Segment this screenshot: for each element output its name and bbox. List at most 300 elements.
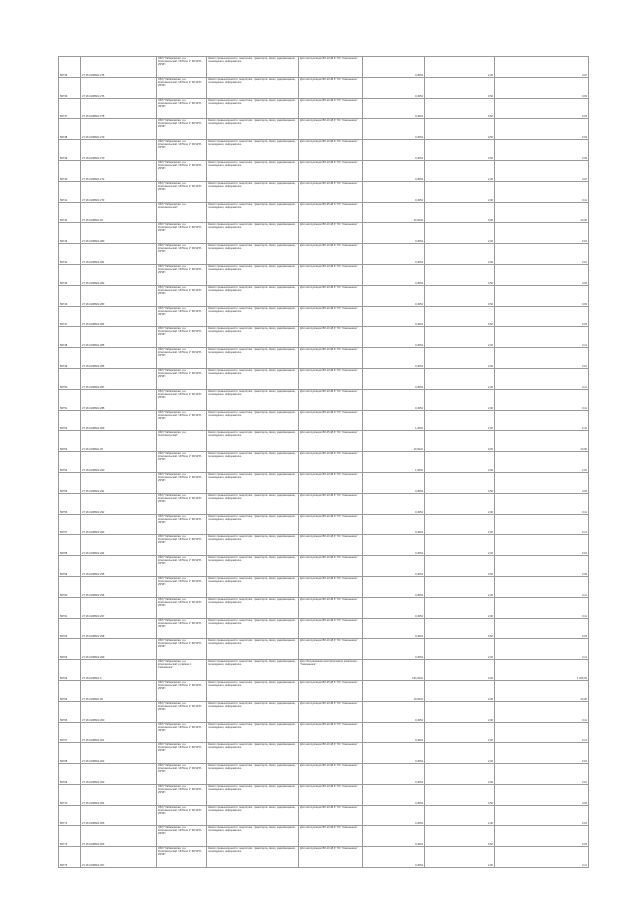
- tax-value: 0,16: [495, 535, 589, 556]
- cadastral-number: 27:16:0108601:30: [81, 431, 157, 452]
- area-value: 0,4054: [363, 597, 425, 618]
- land-category: Земли промышленности, энергетики, транспорта, связи, радиовещания, телевидения, информатики: [207, 764, 299, 785]
- cadastral-number: 27:16:0108601:301: [81, 722, 157, 743]
- tax-value: 0,03: [495, 784, 589, 805]
- tax-value: 0,03: [495, 264, 589, 285]
- tax-value: 0,03: [495, 140, 589, 161]
- table-row: [59, 160, 589, 181]
- table-row: [59, 847, 589, 868]
- table-row: [59, 826, 589, 847]
- table-row: [59, 244, 589, 265]
- permitted-use: Для эксплуатации ВЛ-10 кВ 6" ПС "Смешанное": [299, 181, 363, 202]
- tax-value: 0,03: [495, 98, 589, 119]
- cadastral-number: 27:16:0108601:303: [81, 764, 157, 785]
- cadastral-number: 27:16:0108601:286: [81, 348, 157, 369]
- rate-value: 0,00: [425, 202, 495, 223]
- address: ОБЛ "Хабаровская, р-н Комсомольский, 16/Поле 2" МУНПУ-ИРЭП: [157, 514, 207, 535]
- table-row: [59, 784, 589, 805]
- address: ОБЛ "Хабаровская, р-н Комсомольский, 16/Поле 2" МУНПУ-ИРЭП: [157, 98, 207, 119]
- rate-value: 2,00: [425, 743, 495, 764]
- table-row: [59, 472, 589, 493]
- address: ОБЛ "Хабаровская, р-н Комсомольский, 16/Поле 2" МУНПУ-ИРЭП: [157, 223, 207, 244]
- address: ОБЛ "Хабаровская, р-н Комсомольский, 16/Поле 2" МУНПУ-ИРЭП: [157, 472, 207, 493]
- table-row: [59, 140, 589, 161]
- row-code: 86745: [59, 264, 81, 285]
- area-value: 0,4054: [363, 223, 425, 244]
- cadastral-number: 27:16:0108601:298: [81, 618, 157, 639]
- address: ОБЛ "Хабаровская, р-н Комсомольский, 16/Поле 2" МУНПУ-ИРЭП: [157, 389, 207, 410]
- table-row: [59, 431, 589, 452]
- rate-value: 0,50: [425, 77, 495, 98]
- cadastral-number: 27:16:0108601:307: [81, 847, 157, 868]
- address: ОБЛ "Хабаровская, р-н Комсомольский, 16/Поле 2" МУНПУ-ИРЭП: [157, 722, 207, 743]
- rate-value: 0,50: [425, 119, 495, 140]
- tax-value: 0,11: [495, 639, 589, 660]
- table-row: [59, 452, 589, 473]
- land-category: Земли промышленности, энергетики, транспорта, связи, радиовещания, телевидения, информатики: [207, 160, 299, 181]
- cadastral-number: 27:16:0108601:305: [81, 805, 157, 826]
- address: ОБЛ "Хабаровская, р-н Комсомольский, 16/Поле 2" МУНПУ-ИРЭП: [157, 452, 207, 473]
- land-category: Земли промышленности, энергетики, транспорта, связи, радиовещания, телевидения, информатики: [207, 660, 299, 681]
- permitted-use: Для эксплуатации ВЛ-10 кВ 6" ПС "Смешанное": [299, 784, 363, 805]
- address: ОБЛ "Хабаровская, р-н Комсомольский, 16/Поле 2" МУНПУ-ИРЭП: [157, 805, 207, 826]
- address: ОБЛ "Хабаровская, р-н Комсомольский, 16/Поле 2" МУНПУ-ИРЭП: [157, 784, 207, 805]
- rate-value: 2,00: [425, 368, 495, 389]
- row-code: 86751: [59, 389, 81, 410]
- land-category: Земли промышленности, энергетики, транспорта, связи, радиовещания, телевидения, информатики: [207, 431, 299, 452]
- row-code: 86744: [59, 244, 81, 265]
- tax-value: 0,16: [495, 160, 589, 181]
- row-code: 86767: [59, 722, 81, 743]
- permitted-use: Для эксплуатации ВЛ-35 кВ 6" ПС "Смешанное": [299, 431, 363, 452]
- area-value: 10,0024: [363, 202, 425, 223]
- area-value: 0,4054: [363, 535, 425, 556]
- land-category: Земли промышленности, энергетики, транспорта, связи, радиовещания, телевидения, информатики: [207, 680, 299, 701]
- rate-value: 0,00: [425, 431, 495, 452]
- table-row: [59, 493, 589, 514]
- address: ОБЛ "Хабаровская, р-н Комсомольский, 16/Поле 2" МУНПУ-ИРЭП: [157, 410, 207, 431]
- tax-value: 0,03: [495, 826, 589, 847]
- address: ОБЛ "Хабаровская, р-н Комсомольский, в районе п. Смешанное": [157, 660, 207, 681]
- cadastral-number: 27:16:0108601:291: [81, 472, 157, 493]
- rate-value: 2,00: [425, 639, 495, 660]
- area-value: 0,4054: [363, 493, 425, 514]
- area-value: 0,4054: [363, 743, 425, 764]
- row-code: 86763: [59, 639, 81, 660]
- tax-value: 0,16: [495, 805, 589, 826]
- row-code: 86757: [59, 514, 81, 535]
- area-value: 0,4054: [363, 472, 425, 493]
- area-value: 0,4054: [363, 618, 425, 639]
- land-category: Земли промышленности, энергетики, транспорта, связи, радиовещания, телевидения, информатики: [207, 348, 299, 369]
- land-plot-table: [58, 56, 589, 868]
- land-category: Земли промышленности, энергетики, транспорта, связи, радиовещания, телевидения, информатики: [207, 410, 299, 431]
- row-code: 86742: [59, 202, 81, 223]
- table-row: [59, 389, 589, 410]
- table-row: [59, 660, 589, 681]
- cadastral-number: 27:16:0108601:296: [81, 576, 157, 597]
- rate-value: 0,50: [425, 285, 495, 306]
- land-category: Земли промышленности, энергетики, транспорта, связи, радиовещания, телевидения, информатики: [207, 223, 299, 244]
- tax-value: 0,11: [495, 576, 589, 597]
- table-row: [59, 743, 589, 764]
- rate-value: 2,00: [425, 244, 495, 265]
- land-category: Земли промышленности, энергетики, транспорта, связи, радиовещания, телевидения, информатики: [207, 493, 299, 514]
- table-row: [59, 535, 589, 556]
- rate-value: 0,50: [425, 264, 495, 285]
- tax-value: 0,11: [495, 389, 589, 410]
- area-value: 0,4054: [363, 244, 425, 265]
- address: ОБЛ "Хабаровская, р-н Комсомольский, 16/Поле 2" МУНПУ-ИРЭП: [157, 701, 207, 722]
- permitted-use: Для эксплуатации ВЛ-10 кВ 6" ПС "Смешанное": [299, 639, 363, 660]
- rate-value: 2,00: [425, 805, 495, 826]
- row-code: 86743: [59, 223, 81, 244]
- permitted-use: Для эксплуатации ВЛ-10 кВ 6" ПС "Смешанное": [299, 264, 363, 285]
- permitted-use: Для эксплуатации ВЛ-10 кВ 6" ПС "Смешанное": [299, 764, 363, 785]
- address: ОБЛ "Хабаровская, р-н Комсомольский, 16/Поле 2" МУНПУ-ИРЭП: [157, 680, 207, 701]
- cadastral-number: 27:16:0108601:300: [81, 701, 157, 722]
- rate-value: 2,00: [425, 223, 495, 244]
- address: ОБЛ "Хабаровская, р-н Комсомольский, 16/Поле 2" МУНПУ-ИРЭП: [157, 639, 207, 660]
- address: ОБЛ "Хабаровская, р-н Комсомольский, 16/Поле 2" МУНПУ-ИРЭП: [157, 535, 207, 556]
- rate-value: 0,50: [425, 784, 495, 805]
- area-value: 0,4054: [363, 140, 425, 161]
- address: ОБЛ "Хабаровская, р-н Комсомольский, 16/Поле 2" МУНПУ-ИРЭП: [157, 140, 207, 161]
- table-row: [59, 805, 589, 826]
- permitted-use: Для обслуживания электросетевого комплекса "Смешанное": [299, 660, 363, 681]
- area-value: 0,4054: [363, 722, 425, 743]
- cadastral-number: 27:16:0108601:290: [81, 452, 157, 473]
- address: ОБЛ "Хабаровская, р-н Комсомольский, 16/Поле 2" МУНПУ-ИРЭП: [157, 181, 207, 202]
- tax-value: 0,11: [495, 493, 589, 514]
- address: ОБЛ "Хабаровская, р-н Комсомольский, 16/Поле 2" МУНПУ-ИРЭП: [157, 847, 207, 868]
- area-value: 1,0054: [363, 452, 425, 473]
- area-value: 0,4054: [363, 181, 425, 202]
- land-category: Земли промышленности, энергетики, транспорта, связи, радиовещания, телевидения, информатики: [207, 327, 299, 348]
- rate-value: 2,00: [425, 348, 495, 369]
- area-value: 0,4054: [363, 285, 425, 306]
- table-row: [59, 285, 589, 306]
- address: ОБЛ "Хабаровская, р-н Комсомольский": [157, 202, 207, 223]
- tax-value: 0,11: [495, 847, 589, 868]
- permitted-use: Для эксплуатации ВЛ-10 кВ 6" ПС "Смешанное": [299, 597, 363, 618]
- address: ОБЛ "Хабаровская, р-н Комсомольский, 16/Поле 2" МУНПУ-ИРЭП: [157, 743, 207, 764]
- area-value: 0,4054: [363, 826, 425, 847]
- area-value: 0,4054: [363, 57, 425, 78]
- rate-value: 2,00: [425, 701, 495, 722]
- tax-value: 0,03: [495, 306, 589, 327]
- rate-value: 0,50: [425, 140, 495, 161]
- rate-value: 2,00: [425, 576, 495, 597]
- area-value: 0,4054: [363, 119, 425, 140]
- address: ОБЛ "Хабаровская, р-н Комсомольский, 16/Поле 2" МУНПУ-ИРЭП: [157, 493, 207, 514]
- permitted-use: Для эксплуатации ВЛ-10 кВ 6" ПС "Смешанное": [299, 389, 363, 410]
- row-code: 86754: [59, 452, 81, 473]
- table-row: [59, 639, 589, 660]
- address: ОБЛ "Хабаровская, р-н Комсомольский, 16/Поле 2" МУНПУ-ИРЭП: [157, 618, 207, 639]
- row-code: 86756: [59, 493, 81, 514]
- row-code: 86760: [59, 576, 81, 597]
- tax-value: 0,16: [495, 764, 589, 785]
- permitted-use: Для эксплуатации ВЛ-10 кВ 6" ПС "Смешанное": [299, 618, 363, 639]
- permitted-use: Для эксплуатации ВЛ-10 кВ 6" ПС "Смешанное": [299, 410, 363, 431]
- cadastral-number: 27:16:0108601:276: [81, 77, 157, 98]
- permitted-use: Для эксплуатации ВЛ-10 кВ 6" ПС "Смешанное": [299, 514, 363, 535]
- tax-value: 0,11: [495, 181, 589, 202]
- area-value: 0,4054: [363, 98, 425, 119]
- cadastral-number: 27:16:0108601:304: [81, 784, 157, 805]
- row-code: 86741: [59, 181, 81, 202]
- cadastral-number: 27:16:0108601:282: [81, 264, 157, 285]
- permitted-use: Для эксплуатации ВЛ-10 кВ 6" ПС "Смешанное": [299, 223, 363, 244]
- tax-value: 0,11: [495, 368, 589, 389]
- land-category: Земли промышленности, энергетики, транспорта, связи, радиовещания, телевидения, информатики: [207, 98, 299, 119]
- land-category: Земли промышленности, энергетики, транспорта, связи, радиовещания, телевидения, информатики: [207, 618, 299, 639]
- permitted-use: Для эксплуатации ВЛ-10 кВ 6" ПС "Смешанное": [299, 77, 363, 98]
- permitted-use: Для эксплуатации ВЛ-10 кВ 6" ПС "Смешанное": [299, 285, 363, 306]
- table-row: [59, 618, 589, 639]
- permitted-use: Для эксплуатации ВЛ-10 кВ 6" ПС "Смешанное": [299, 98, 363, 119]
- tax-value: 0,11: [495, 514, 589, 535]
- land-category: Земли промышленности, энергетики, транспорта, связи, радиовещания, телевидения, информатики: [207, 57, 299, 78]
- cadastral-number: 27:16:0108601:297: [81, 597, 157, 618]
- permitted-use: Для эксплуатации ВЛ-10 кВ 6" ПС "Смешанное": [299, 244, 363, 265]
- address: ОБЛ "Хабаровская, р-н Комсомольский, 16/Поле 2" МУНПУ-ИРЭП: [157, 764, 207, 785]
- permitted-use: Для эксплуатации ВЛ-35 кВ 6" ПС "Смешанное": [299, 202, 363, 223]
- permitted-use: Для эксплуатации ВЛ-10 кВ 6" ПС "Смешанное": [299, 493, 363, 514]
- area-value: 0,4054: [363, 764, 425, 785]
- cadastral-number: 27:16:0108601:293: [81, 514, 157, 535]
- cadastral-number: 27:16:0108601:273: [81, 181, 157, 202]
- tax-value: 0,16: [495, 244, 589, 265]
- land-category: Земли промышленности, энергетики, транспорта, связи, радиовещания, телевидения, информатики: [207, 556, 299, 577]
- tax-value: 20,00: [495, 202, 589, 223]
- cadastral-number: 27:16:0108601:276: [81, 57, 157, 78]
- table-row: [59, 119, 589, 140]
- area-value: 1,2064: [363, 410, 425, 431]
- permitted-use: Для эксплуатации ВЛ-10 кВ 6" ПС "Смешанное": [299, 327, 363, 348]
- land-category: Земли промышленности, энергетики, транспорта, связи, радиовещания, телевидения, информатики: [207, 701, 299, 722]
- address: ОБЛ "Хабаровская, р-н Комсомольский, 16/Поле 2" МУНПУ-ИРЭП: [157, 556, 207, 577]
- area-value: 0,4054: [363, 701, 425, 722]
- land-category: Земли промышленности, энергетики, транспорта, связи, радиовещания, телевидения, информатики: [207, 826, 299, 847]
- table-row: [59, 348, 589, 369]
- area-value: 0,4054: [363, 576, 425, 597]
- row-code: 86748: [59, 327, 81, 348]
- cadastral-number: 27:16:0108601:279: [81, 119, 157, 140]
- permitted-use: Для эксплуатации ВЛ-10 кВ 6" ПС "Смешанное": [299, 826, 363, 847]
- table-row: [59, 264, 589, 285]
- row-code: 86737: [59, 98, 81, 119]
- land-category: Земли промышленности, энергетики, транспорта, связи, радиовещания, телевидения, информатики: [207, 722, 299, 743]
- permitted-use: Для эксплуатации ВЛ-35 кВ 6" ПС "Смешанное": [299, 680, 363, 701]
- land-category: Земли промышленности, энергетики, транспорта, связи, радиовещания, телевидения, информатики: [207, 389, 299, 410]
- row-code: 86762: [59, 618, 81, 639]
- tax-value: 0,03: [495, 77, 589, 98]
- table-row: [59, 410, 589, 431]
- land-category: Земли промышленности, энергетики, транспорта, связи, радиовещания, телевидения, информатики: [207, 140, 299, 161]
- land-category: Земли промышленности, энергетики, транспорта, связи, радиовещания, телевидения, информатики: [207, 847, 299, 868]
- rate-value: 2,00: [425, 327, 495, 348]
- address: ОБЛ "Хабаровская, р-н Комсомольский, 16/Поле 2" МУНПУ-ИРЭП: [157, 264, 207, 285]
- area-value: 0,4054: [363, 327, 425, 348]
- row-code: 86766: [59, 701, 81, 722]
- rate-value: 2,00: [425, 764, 495, 785]
- row-code: 86738: [59, 119, 81, 140]
- row-code: 86772: [59, 826, 81, 847]
- table-row: [59, 597, 589, 618]
- cadastral-number: 27:16:0108601:287: [81, 368, 157, 389]
- table-row: [59, 576, 589, 597]
- permitted-use: Для эксплуатации ВЛ-10 кВ 6" ПС "Смешанное": [299, 576, 363, 597]
- area-value: 154,0024: [363, 660, 425, 681]
- permitted-use: Для эксплуатации ВЛ-10 кВ 6" ПС "Смешанное": [299, 743, 363, 764]
- land-category: Земли промышленности, энергетики, транспорта, связи, радиовещания, телевидения, информатики: [207, 743, 299, 764]
- address: ОБЛ "Хабаровская, р-н Комсомольский, 16/Поле 2" МУНПУ-ИРЭП: [157, 244, 207, 265]
- cadastral-number: 27:16:0108601:306: [81, 826, 157, 847]
- tax-value: 0,16: [495, 57, 589, 78]
- rate-value: 0,00: [425, 680, 495, 701]
- permitted-use: Для эксплуатации ВЛ-10 кВ 6" ПС "Смешанное": [299, 472, 363, 493]
- tax-value: 1 305,94: [495, 660, 589, 681]
- address: ОБЛ "Хабаровская, р-н Комсомольский, 16/Поле 2" МУНПУ-ИРЭП: [157, 119, 207, 140]
- rate-value: 2,00: [425, 410, 495, 431]
- land-category: Земли промышленности, энергетики, транспорта, связи, радиовещания, телевидения, информатики: [207, 452, 299, 473]
- table-row: [59, 98, 589, 119]
- permitted-use: Для эксплуатации ВЛ-10 кВ 6" ПС "Смешанное": [299, 847, 363, 868]
- land-category: Земли промышленности, энергетики, транспорта, связи, радиовещания, телевидения, информатики: [207, 805, 299, 826]
- land-category: Земли промышленности, энергетики, транспорта, связи, радиовещания, телевидения, информатики: [207, 202, 299, 223]
- tax-value: 0,03: [495, 618, 589, 639]
- cadastral-number: 27:16:0108601:295: [81, 556, 157, 577]
- land-category: Земли промышленности, энергетики, транспорта, связи, радиовещания, телевидения, информатики: [207, 285, 299, 306]
- cadastral-number: 27:16:0108601:299: [81, 639, 157, 660]
- table-row: [59, 764, 589, 785]
- address: ОБЛ "Хабаровская, р-н Комсомольский, 16/Поле 2" МУНПУ-ИРЭП: [157, 57, 207, 78]
- row-code: 86752: [59, 410, 81, 431]
- area-value: 0,4054: [363, 348, 425, 369]
- tax-value: 0,11: [495, 597, 589, 618]
- tax-value: 20,00: [495, 680, 589, 701]
- rate-value: 2,00: [425, 160, 495, 181]
- table-row: [59, 202, 589, 223]
- area-value: 0,4054: [363, 847, 425, 868]
- address: ОБЛ "Хабаровская, р-н Комсомольский, 16/Поле 2" МУНПУ-ИРЭП: [157, 826, 207, 847]
- cadastral-number: 27:16:0108601:272: [81, 160, 157, 181]
- table-row: [59, 77, 589, 98]
- table-row: [59, 556, 589, 577]
- row-code: 86768: [59, 743, 81, 764]
- tax-value: 0,03: [495, 285, 589, 306]
- area-value: 0,4054: [363, 368, 425, 389]
- cadastral-number: 27:16:0108601:283: [81, 285, 157, 306]
- row-code: 86750: [59, 368, 81, 389]
- tax-value: 0,03: [495, 119, 589, 140]
- rate-value: 0,50: [425, 556, 495, 577]
- cadastral-number: 27:16:0108601:292: [81, 493, 157, 514]
- area-value: 0,4054: [363, 264, 425, 285]
- row-code: 86753: [59, 431, 81, 452]
- land-category: Земли промышленности, энергетики, транспорта, связи, радиовещания, телевидения, информатики: [207, 306, 299, 327]
- tax-value: 0,03: [495, 472, 589, 493]
- rate-value: 2,00: [425, 847, 495, 868]
- tax-value: 2,41: [495, 410, 589, 431]
- area-value: 10,0024: [363, 680, 425, 701]
- area-value: 0,4054: [363, 639, 425, 660]
- permitted-use: Для эксплуатации ВЛ-10 кВ 6" ПС "Смешанное": [299, 160, 363, 181]
- table-row: [59, 368, 589, 389]
- permitted-use: Для эксплуатации ВЛ-10 кВ 6" ПС "Смешанное": [299, 805, 363, 826]
- land-category: Земли промышленности, энергетики, транспорта, связи, радиовещания, телевидения, информатики: [207, 119, 299, 140]
- rate-value: 2,00: [425, 389, 495, 410]
- cadastral-number: 27:16:0108601:3: [81, 660, 157, 681]
- rate-value: 0,50: [425, 98, 495, 119]
- area-value: 0,4054: [363, 514, 425, 535]
- tax-value: 2,01: [495, 452, 589, 473]
- table-row: [59, 327, 589, 348]
- cadastral-number: 27:16:0108601:288: [81, 389, 157, 410]
- land-category: Земли промышленности, энергетики, транспорта, связи, радиовещания, телевидения, информатики: [207, 639, 299, 660]
- permitted-use: Для эксплуатации ВЛ-10 кВ 6" ПС "Смешанное": [299, 556, 363, 577]
- permitted-use: Для эксплуатации ВЛ-10 кВ 6" ПС "Смешанное": [299, 306, 363, 327]
- row-code: 86765: [59, 680, 81, 701]
- area-value: 10,0024: [363, 431, 425, 452]
- row-code: 86749: [59, 348, 81, 369]
- row-code: 86735: [59, 57, 81, 78]
- address: ОБЛ "Хабаровская, р-н Комсомольский, 16/Поле 2" МУНПУ-ИРЭП: [157, 160, 207, 181]
- tax-value: 0,11: [495, 701, 589, 722]
- cadastral-number: 27:16:0108601:278: [81, 98, 157, 119]
- cadastral-number: 27:16:0108601:284: [81, 306, 157, 327]
- rate-value: 2,00: [425, 514, 495, 535]
- address: ОБЛ "Хабаровская, р-н Комсомольский, 16/Поле 2" МУНПУ-ИРЭП: [157, 348, 207, 369]
- land-category: Земли промышленности, энергетики, транспорта, связи, радиовещания, телевидения, информатики: [207, 181, 299, 202]
- row-code: 86746: [59, 285, 81, 306]
- permitted-use: Для эксплуатации ВЛ-10 кВ 6" ПС "Смешанное": [299, 348, 363, 369]
- cadastral-number: 27:16:0108601:281: [81, 244, 157, 265]
- permitted-use: Для эксплуатации ВЛ-10 кВ 6" ПС "Смешанное": [299, 140, 363, 161]
- land-category: Земли промышленности, энергетики, транспорта, связи, радиовещания, телевидения, информатики: [207, 597, 299, 618]
- permitted-use: Для эксплуатации ВЛ-10 кВ 6" ПС "Смешанное": [299, 452, 363, 473]
- address: ОБЛ "Хабаровская, р-н Комсомольский, 16/Поле 2" МУНПУ-ИРЭП: [157, 576, 207, 597]
- address: ОБЛ "Хабаровская, р-н Комсомольский, 16/Поле 2" МУНПУ-ИРЭП: [157, 306, 207, 327]
- land-category: Земли промышленности, энергетики, транспорта, связи, радиовещания, телевидения, информатики: [207, 472, 299, 493]
- row-code: 86736: [59, 77, 81, 98]
- rate-value: 2,00: [425, 181, 495, 202]
- cadastral-number: 27:16:0108601:294: [81, 535, 157, 556]
- table-row: [59, 722, 589, 743]
- row-code: 86740: [59, 160, 81, 181]
- address: ОБЛ "Хабаровская, р-н Комсомольский, 16/Поле 2" МУНПУ-ИРЭП: [157, 285, 207, 306]
- permitted-use: Для эксплуатации ВЛ-10 кВ 6" ПС "Смешанное": [299, 368, 363, 389]
- area-value: 0,4054: [363, 556, 425, 577]
- row-code: 86759: [59, 556, 81, 577]
- rate-value: 2,00: [425, 535, 495, 556]
- rate-value: 0,50: [425, 306, 495, 327]
- cadastral-number: 27:16:0108601:289: [81, 410, 157, 431]
- permitted-use: Для эксплуатации ВЛ-10 кВ 6" ПС "Смешанное": [299, 535, 363, 556]
- address: ОБЛ "Хабаровская, р-н Комсомольский, 16/Поле 2" МУНПУ-ИРЭП: [157, 327, 207, 348]
- rate-value: 0,00: [425, 660, 495, 681]
- tax-value: 0,16: [495, 223, 589, 244]
- address: ОБЛ "Хабаровская, р-н Комсомольский, 16/Поле 2" МУНПУ-ИРЭП: [157, 597, 207, 618]
- table-row: [59, 514, 589, 535]
- land-category: Земли промышленности, энергетики, транспорта, связи, радиовещания, телевидения, информатики: [207, 368, 299, 389]
- table-row: [59, 223, 589, 244]
- row-code: 86764: [59, 660, 81, 681]
- cadastral-number: 27:16:0108601:20: [81, 202, 157, 223]
- rate-value: 2,00: [425, 452, 495, 473]
